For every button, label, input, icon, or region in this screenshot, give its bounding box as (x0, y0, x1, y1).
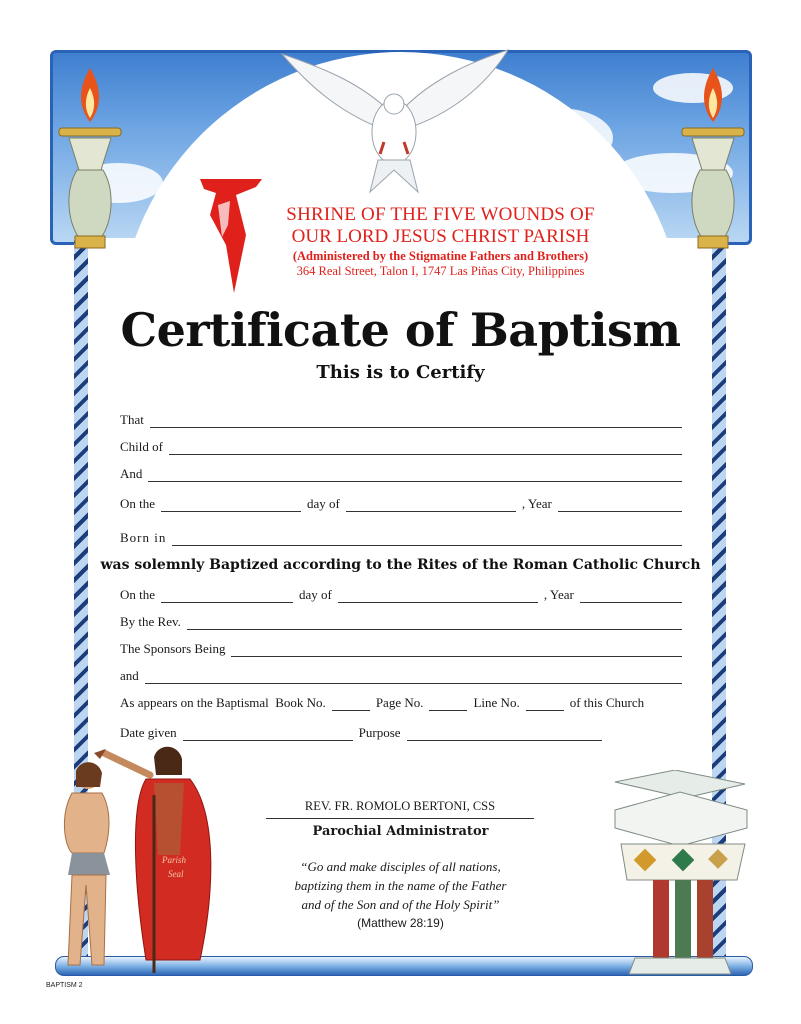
birth-year-line[interactable] (558, 498, 682, 512)
torch-icon (55, 60, 125, 250)
label-of-this-church: of this Church (569, 695, 645, 710)
stigmata-logo-icon (196, 175, 266, 295)
label-and-lower: and (120, 668, 139, 683)
parish-address: 364 Real Street, Talon I, 1747 Las Piñas City, Philippines (296, 264, 585, 278)
purpose-line[interactable] (407, 727, 602, 741)
administered-by: (Administered by the Stigmatine Fathers and Brothers) (292, 249, 589, 263)
parish-name-line2: OUR LORD JESUS CHRIST PARISH (291, 226, 590, 247)
seal-text-seal: Seal (168, 869, 184, 879)
child-of-line[interactable] (169, 441, 682, 455)
sponsor2-line[interactable] (145, 670, 682, 684)
signatory-title: Parochial Administrator (312, 824, 489, 839)
verse-reference: (Matthew 28:19) (357, 916, 444, 930)
field-birth-date (120, 494, 682, 512)
certificate-title: Certificate of Baptism (120, 303, 681, 357)
label-page-no: Page No. (375, 695, 424, 710)
parish-name-line1: SHRINE OF THE FIVE WOUNDS OF (286, 204, 595, 225)
birth-day-line[interactable] (161, 498, 301, 512)
label-by-the-rev: By the Rev. (120, 614, 181, 629)
verse-line2: baptizing them in the name of the Father (294, 878, 507, 893)
birth-month-line[interactable] (346, 498, 516, 512)
baptism-day-line[interactable] (161, 589, 293, 603)
label-that: That (120, 412, 144, 427)
torch-icon (678, 60, 748, 250)
label-purpose: Purpose (358, 725, 401, 740)
field-sponsors (120, 639, 682, 657)
label-on-the: On the (120, 496, 156, 511)
label-child-of: Child of (120, 439, 163, 454)
field-book-record (120, 693, 682, 711)
baptized-statement: was solemnly Baptized according to the Rites of the Roman Catholic Church (100, 557, 701, 573)
baptismal-font-icon (605, 770, 755, 975)
field-that (120, 410, 682, 428)
label-day-of: day of (307, 496, 340, 511)
signatory-name: REV. FR. ROMOLO BERTONI, CSS (266, 799, 534, 819)
dove-icon (280, 42, 510, 197)
rev-line[interactable] (187, 616, 682, 630)
label-born-in: Born in (120, 530, 167, 545)
seal-text-parish: Parish (162, 855, 187, 865)
parish-header (268, 203, 613, 278)
field-born-in (120, 528, 682, 546)
field-sponsors-and (120, 666, 682, 684)
footer-code: BAPTISM 2 (46, 982, 83, 989)
verse-line1: “Go and make disciples of all nations, (300, 859, 501, 874)
field-baptism-date (120, 585, 682, 603)
line-no-line[interactable] (526, 697, 564, 711)
sponsor1-line[interactable] (231, 643, 682, 657)
baptism-month-line[interactable] (338, 589, 538, 603)
label-date-given: Date given (120, 725, 177, 740)
baptism-figures-icon (50, 735, 225, 975)
field-and (120, 464, 682, 482)
and-line[interactable] (148, 468, 682, 482)
field-by-the-rev (120, 612, 682, 630)
certificate-subtitle: This is to Certify (316, 362, 485, 383)
born-in-line[interactable] (172, 532, 682, 546)
label-sponsors-being: The Sponsors Being (120, 641, 226, 656)
book-no-line[interactable] (332, 697, 370, 711)
label-book-no: As appears on the Baptismal Book No. (120, 695, 326, 710)
label-year: , Year (543, 587, 574, 602)
label-line-no: Line No. (473, 695, 520, 710)
baptism-year-line[interactable] (580, 589, 682, 603)
label-and: And (120, 466, 143, 481)
page-no-line[interactable] (429, 697, 467, 711)
label-day-of: day of (299, 587, 332, 602)
label-year: , Year (521, 496, 552, 511)
label-on-the: On the (120, 587, 156, 602)
field-child-of (120, 437, 682, 455)
that-line[interactable] (150, 414, 682, 428)
verse-line3: and of the Son and of the Holy Spirit” (301, 897, 500, 912)
